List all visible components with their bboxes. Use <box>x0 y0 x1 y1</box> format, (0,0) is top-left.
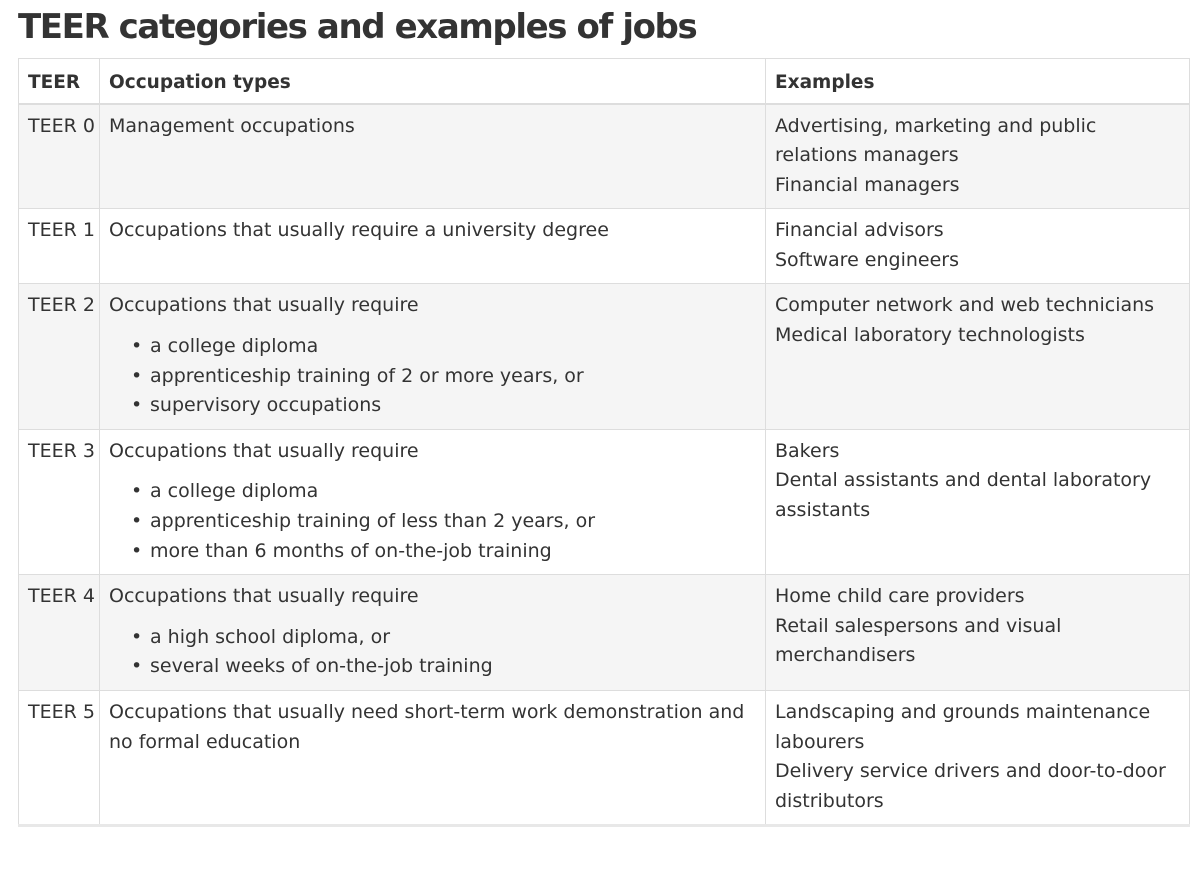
teer-cell: TEER 0 <box>19 104 100 209</box>
bullet-icon: • <box>131 655 143 678</box>
table-header <box>19 59 1190 104</box>
requirement-text: a college diploma <box>150 480 319 503</box>
example-job: Delivery service drivers and door-to-door distributors <box>775 760 1166 812</box>
bullet-icon: • <box>131 625 143 648</box>
requirement-item <box>131 652 757 682</box>
bullet-icon: • <box>131 480 143 503</box>
teer-cell: TEER 2 <box>19 284 100 429</box>
table-body <box>19 104 1190 826</box>
occupation-text: Management occupations <box>109 114 355 137</box>
table-row <box>19 691 1190 826</box>
header-row <box>19 59 1190 104</box>
requirement-text: supervisory occupations <box>150 394 382 417</box>
page-title: TEER categories and examples of jobs <box>18 7 697 47</box>
occupation-text: Occupations that usually require <box>109 294 419 317</box>
occupation-text: Occupations that usually require <box>109 585 419 608</box>
examples-cell <box>766 209 1190 284</box>
header-occupation-types: Occupation types <box>100 59 766 104</box>
bullet-icon: • <box>131 364 143 387</box>
example-job: Landscaping and grounds maintenance labourers <box>775 701 1151 753</box>
requirement-text: a high school diploma, or <box>150 625 391 648</box>
table-row <box>19 575 1190 691</box>
example-job: Software engineers <box>775 248 959 271</box>
examples-cell <box>766 575 1190 691</box>
example-job: Computer network and web technicians <box>775 294 1155 317</box>
example-job: Financial advisors <box>775 219 944 242</box>
table-row <box>19 429 1190 574</box>
teer-table <box>18 58 1190 827</box>
occupation-cell <box>100 209 766 284</box>
occupation-text: Occupations that usually require a university degree <box>109 219 609 242</box>
examples-cell <box>766 691 1190 826</box>
example-job: Dental assistants and dental laboratory assistants <box>775 469 1152 522</box>
requirement-item <box>131 623 757 653</box>
occupation-cell <box>100 575 766 691</box>
requirement-text: more than 6 months of on-the-job training <box>150 539 552 562</box>
requirement-item <box>131 362 757 392</box>
requirement-item <box>131 391 757 421</box>
requirement-text: apprenticeship training of 2 or more years, or <box>150 364 584 387</box>
requirement-item <box>131 537 757 567</box>
table-row <box>19 104 1190 209</box>
occupation-requirements-list <box>109 623 757 682</box>
occupation-cell <box>100 691 766 826</box>
bullet-icon: • <box>131 394 143 417</box>
header-teer: TEER <box>19 59 100 104</box>
bullet-icon: • <box>131 510 143 533</box>
examples-cell <box>766 104 1190 209</box>
header-examples: Examples <box>766 59 1190 104</box>
requirement-item <box>131 477 757 507</box>
example-job: Home child care providers <box>775 585 1025 608</box>
teer-cell: TEER 4 <box>19 575 100 691</box>
bullet-icon: • <box>131 539 143 562</box>
table-row <box>19 209 1190 284</box>
occupation-requirements-list <box>109 477 757 566</box>
examples-cell <box>766 284 1190 429</box>
examples-cell <box>766 429 1190 574</box>
requirement-text: a college diploma <box>150 335 319 358</box>
example-job: Financial managers <box>775 173 960 196</box>
example-job: Retail salespersons and visual merchandisers <box>775 614 1062 667</box>
example-job: Medical laboratory technologists <box>775 324 1085 347</box>
bullet-icon: • <box>131 335 143 358</box>
requirement-text: several weeks of on-the-job training <box>150 655 493 678</box>
example-job: Advertising, marketing and public relations managers <box>775 114 1097 167</box>
occupation-cell <box>100 284 766 429</box>
occupation-requirements-list <box>109 332 757 421</box>
requirement-item <box>131 507 757 537</box>
teer-cell: TEER 5 <box>19 691 100 826</box>
requirement-text: apprenticeship training of less than 2 years, or <box>150 510 596 533</box>
teer-cell: TEER 3 <box>19 429 100 574</box>
requirement-item <box>131 332 757 362</box>
occupation-cell <box>100 429 766 574</box>
teer-cell: TEER 1 <box>19 209 100 284</box>
occupation-text: Occupations that usually need short-term work demonstration and no formal education <box>109 701 745 753</box>
example-job: Bakers <box>775 439 840 462</box>
occupation-cell <box>100 104 766 209</box>
occupation-text: Occupations that usually require <box>109 439 419 462</box>
table-row <box>19 284 1190 429</box>
